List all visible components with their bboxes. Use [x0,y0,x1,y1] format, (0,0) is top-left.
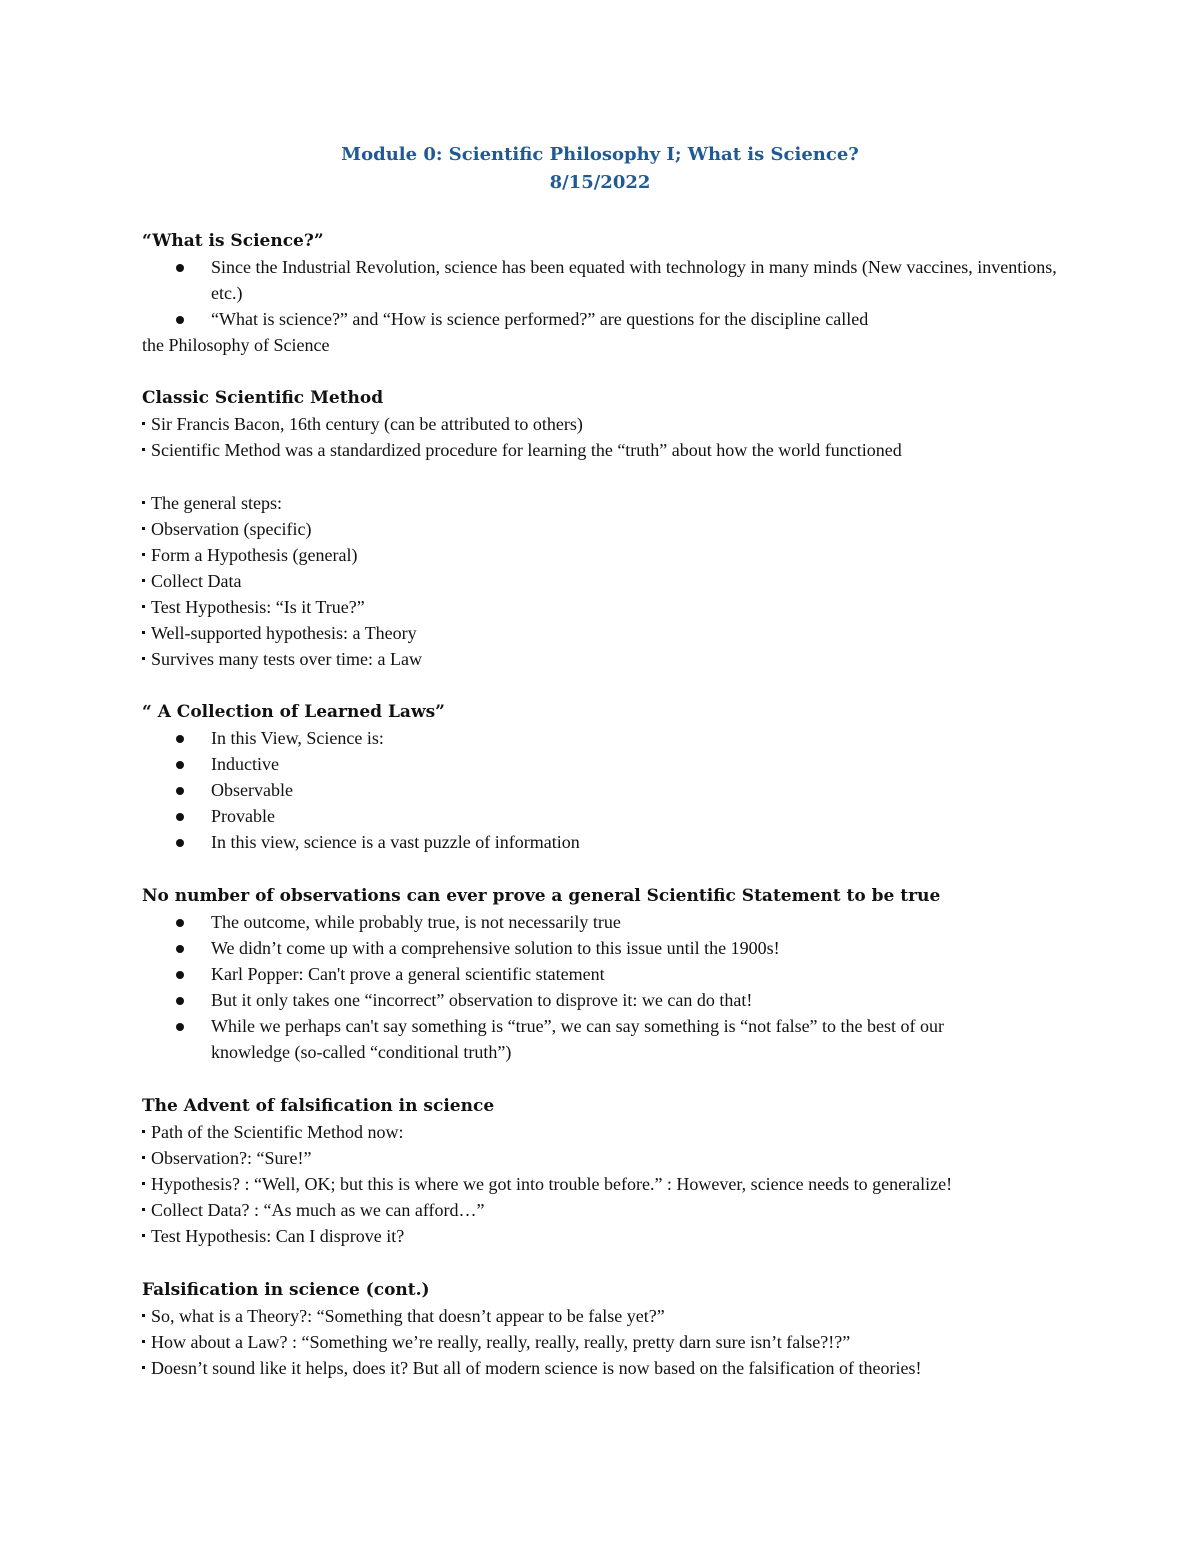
section-heading: Classic Scientific Method [142,388,384,408]
list-item-text: Karl Popper: Can't prove a general scientific statement [211,964,605,984]
list-item-text: Hypothesis? : “Well, OK; but this is where we got into trouble before.” : However, science needs to generalize! [151,1174,953,1194]
bullet-list [142,254,1062,332]
section-heading: No number of observations can ever prove a general Scientific Statement to be true [142,886,941,906]
list-item-text: Well-supported hypothesis: a Theory [151,623,417,643]
list-item-text: The outcome, while probably true, is not necessarily true [211,912,621,932]
list-item [142,803,1062,829]
section-collection-of-laws [142,699,1062,855]
list-item [142,1303,1062,1329]
list-item [142,254,1061,306]
list-item-text: Collect Data [151,571,242,591]
bullet-icon [142,527,145,530]
list-item [142,411,1062,437]
list-item [142,725,1062,751]
bullet-icon [142,1340,145,1343]
list-item [142,1145,1062,1171]
bullet-icon [142,1208,145,1211]
list-item-text: Survives many tests over time: a Law [151,649,422,669]
bullet-icon [176,945,184,953]
bullet-list [142,909,1062,1065]
bullet-icon [142,1130,145,1133]
list-item [142,1355,1062,1381]
bullet-icon [142,501,145,504]
list-item-text: Observation?: “Sure!” [151,1148,312,1168]
list-item [142,751,1062,777]
bullet-icon [176,839,184,847]
list-item [142,1223,1062,1249]
list-item [142,568,1062,594]
list-item-text: Sir Francis Bacon, 16th century (can be attributed to others) [151,414,583,434]
list-item [142,909,1062,935]
list-item-text: In this View, Science is: [211,728,384,748]
list-item [142,516,1062,542]
list-item-text: While we perhaps can't say something is “true”, we can say something is “not false” to the best of our knowledge (so-called “conditional truth”) [211,1016,945,1062]
list-item [142,961,1062,987]
list-item-text: Test Hypothesis: Can I disprove it? [151,1226,405,1246]
section-heading: “What is Science?” [142,231,324,251]
bullet-icon [176,787,184,795]
list-item-text: In this view, science is a vast puzzle of information [211,832,580,852]
section-heading: “ A Collection of Learned Laws” [142,702,445,722]
list-item-text: The general steps: [151,493,282,513]
list-item-text: “What is science?” and “How is science performed?” are questions for the discipline called [211,309,869,329]
bullet-icon [176,316,184,324]
bullet-icon [142,657,145,660]
title-block [0,141,1200,197]
list-item-text: But it only takes one “incorrect” observation to disprove it: we can do that! [211,990,753,1010]
bullet-icon [142,1182,145,1185]
list-item-text: Scientific Method was a standardized procedure for learning the “truth” about how the world functioned [151,440,902,460]
list-item-text: Observation (specific) [151,519,312,539]
bullet-icon [142,1366,145,1369]
section-classic-scientific-method [142,385,1062,463]
list-item-text: Inductive [211,754,279,774]
list-item [142,1329,1062,1355]
bullet-icon [142,1156,145,1159]
list-item-text: Collect Data? : “As much as we can afford…” [151,1200,485,1220]
list-item [142,935,1062,961]
bullet-icon [176,813,184,821]
bullet-icon [176,919,184,927]
list-item [142,1013,1021,1065]
bullet-icon [176,971,184,979]
list-item-text: Provable [211,806,275,826]
list-item [142,594,1062,620]
list-item-text: We didn’t come up with a comprehensive solution to this issue until the 1900s! [211,938,780,958]
bullet-icon [142,1314,145,1317]
bullet-icon [142,448,145,451]
list-item [142,542,1062,568]
list-item [142,987,1062,1013]
page-title: Module 0: Scientific Philosophy I; What is Science? [341,144,859,165]
list-item [142,1171,1062,1197]
bullet-icon [176,997,184,1005]
list-item-text: How about a Law? : “Something we’re really, really, really, really, pretty darn sure isn’t false?!?” [151,1332,851,1352]
section-general-steps [142,490,1062,672]
bullet-list [142,725,1062,855]
list-item [142,1119,1062,1145]
bullet-icon [142,631,145,634]
paragraph-continuation: the Philosophy of Science [142,335,330,355]
list-item-text: Observable [211,780,293,800]
section-no-number-of-observations [142,883,1062,1065]
list-item-text: So, what is a Theory?: “Something that doesn’t appear to be false yet?” [151,1306,665,1326]
list-item-text: Path of the Scientific Method now: [151,1122,404,1142]
bullet-icon [142,579,145,582]
list-item [142,646,1062,672]
section-advent-of-falsification [142,1093,1062,1249]
page-date: 8/15/2022 [549,172,651,193]
bullet-icon [142,1234,145,1237]
bullet-icon [142,553,145,556]
list-item [142,306,1062,332]
list-item-text: Form a Hypothesis (general) [151,545,358,565]
section-what-is-science [142,228,1062,358]
list-item [142,829,1062,855]
bullet-icon [176,761,184,769]
section-heading: The Advent of falsification in science [142,1096,495,1116]
bullet-icon [142,605,145,608]
list-item-text: Since the Industrial Revolution, science has been equated with technology in many minds (New vaccines, inventions, etc.) [211,257,1057,303]
list-item [142,490,1062,516]
bullet-icon [176,735,184,743]
list-item-text: Doesn’t sound like it helps, does it? But all of modern science is now based on the falsification of theories! [151,1358,922,1378]
list-item-text: Test Hypothesis: “Is it True?” [151,597,365,617]
section-heading: Falsification in science (cont.) [142,1280,430,1300]
bullet-icon [142,422,145,425]
list-item [142,777,1062,803]
section-falsification-cont [142,1277,1062,1381]
bullet-icon [176,1023,184,1031]
list-item [142,437,1062,463]
list-item [142,1197,1062,1223]
bullet-icon [176,264,184,272]
list-item [142,620,1062,646]
